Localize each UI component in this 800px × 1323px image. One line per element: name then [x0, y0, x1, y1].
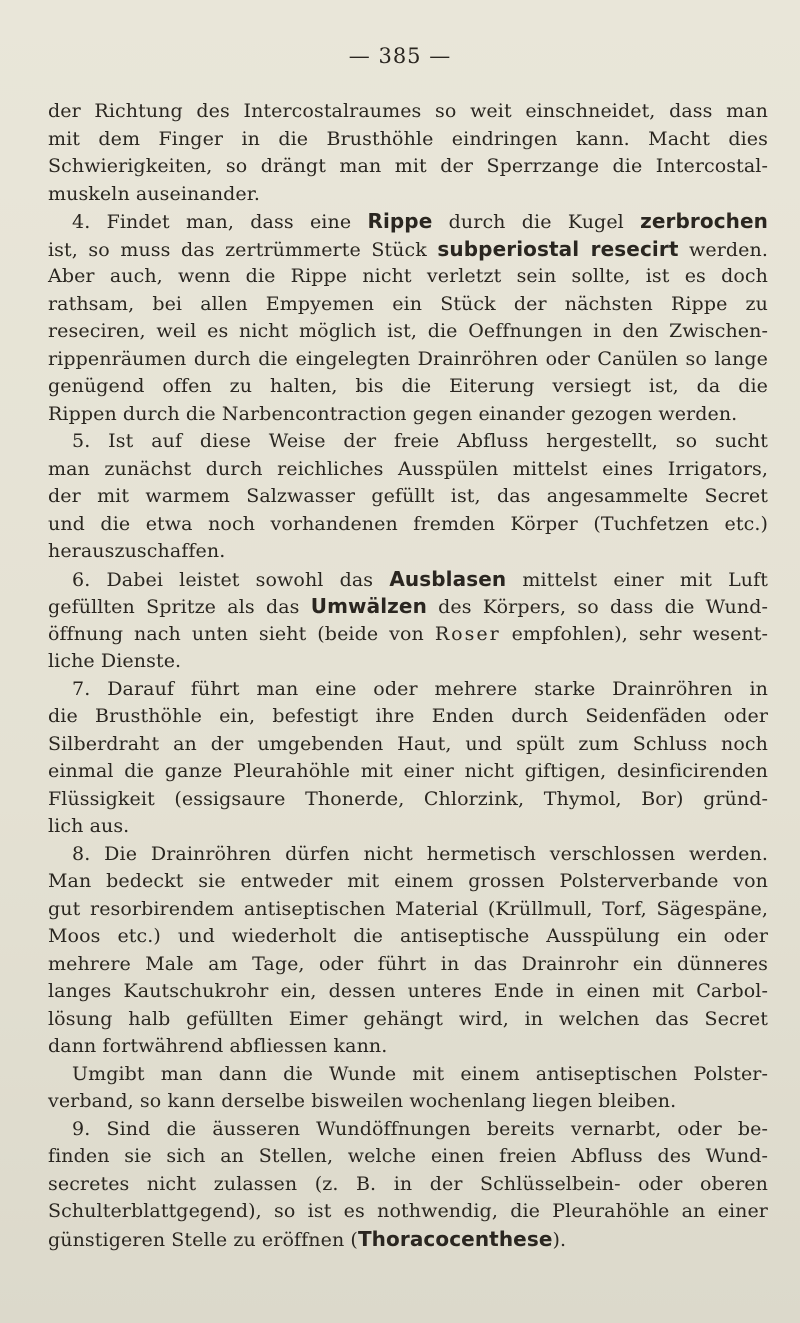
text-line: finden sie sich an Stellen, welche einen freien Abfluss des Wund- [48, 1145, 768, 1167]
text-line: 5. Ist auf diese Weise der freie Abfluss hergestellt, so sucht [72, 430, 768, 452]
text-line: gut resorbirendem antiseptischen Material (Krüllmull, Torf, Sägespäne, [48, 897, 768, 920]
text-line: mit dem Finger in die Brusthöhle eindringen kann. Macht dies [48, 127, 768, 150]
text-span: 4. Findet man, dass eine [72, 211, 368, 233]
text-line: 7. Darauf führt man eine oder mehrere starke Drainröhren in [72, 677, 768, 700]
text-span: günstigeren Stelle zu eröffnen ( [48, 1228, 358, 1251]
text-line: herauszuschaffen. [48, 540, 226, 562]
text-line: liche Dienste. [48, 650, 182, 672]
text-line: der mit warmem Salzwasser gefüllt ist, das angesammelte Secret [48, 485, 768, 507]
text-line: genügend offen zu halten, bis die Eiterung versiegt ist, da die [48, 375, 768, 397]
text-line: Silberdraht an der umgebenden Haut, und spült zum Schluss noch [48, 732, 768, 755]
text-line: Schwierigkeiten, so drängt man mit der Sperrzange die Intercostal- [48, 155, 768, 177]
text-line: verband, so kann derselbe bisweilen wochenlang liegen bleiben. [48, 1090, 677, 1112]
emphasized-term: Ausblasen [389, 566, 507, 591]
text-line: man zunächst durch reichliches Ausspülen mittelst eines Irrigators, [48, 457, 768, 480]
text-line: Moos etc.) und wiederholt die antiseptische Ausspülung ein oder [48, 925, 768, 947]
text-line: Aber auch, wenn die Rippe nicht verletzt sein sollte, ist es doch [48, 265, 768, 287]
text-line: dann fortwährend abfliessen kann. [48, 1035, 388, 1057]
text-span: ). [552, 1228, 567, 1251]
text-line: 8. Die Drainröhren dürfen nicht hermetisch verschlossen werden. [72, 842, 768, 865]
body-text [48, 98, 768, 1253]
text-span: öffnung nach unten sieht (beide von [48, 622, 435, 645]
text-line: Man bedeckt sie entweder mit einem grossen Polsterverbande von [48, 870, 768, 892]
text-line: 9. Sind die äusseren Wundöffnungen bereits vernarbt, oder be- [72, 1117, 768, 1140]
text-span: mittelst einer mit Luft [506, 568, 769, 591]
emphasized-term: Umwälzen [310, 594, 427, 618]
text-line: Umgibt man dann die Wunde mit einem antiseptischen Polster- [72, 1062, 768, 1085]
text-line: reseciren, weil es nicht möglich ist, die Oeffnungen in den Zwischen- [48, 320, 768, 342]
text-line: rippenräumen durch die eingelegten Drainröhren oder Canülen so lange [48, 347, 768, 370]
text-line: secretes nicht zulassen (z. B. in der Schlüsselbein- oder oberen [48, 1172, 768, 1195]
text-line: die Brusthöhle ein, befestigt ihre Enden durch Seidenfäden oder [48, 705, 768, 727]
text-span: 6. Dabei leistet sowohl das [72, 568, 390, 591]
emphasized-term: Thoracocenthese [357, 1226, 553, 1251]
text-line [48, 566, 768, 594]
text-line [48, 236, 768, 264]
text-span: durch die Kugel [432, 211, 641, 233]
emphasized-term: Rippe [367, 209, 433, 233]
emphasized-term: subperiostal resecirt [437, 236, 679, 261]
text-line [48, 593, 768, 621]
text-line [48, 1226, 768, 1254]
text-line: und die etwa noch vorhandenen fremden Körper (Tuchfetzen etc.) [48, 512, 768, 535]
text-line: rathsam, bei allen Empyemen ein Stück der nächsten Rippe zu [48, 292, 768, 315]
page-number: — 385 — [348, 44, 452, 68]
text-line: Flüssigkeit (essigsaure Thonerde, Chlorzink, Thymol, Bor) gründ- [48, 787, 768, 810]
author-name: Roser [434, 622, 501, 645]
text-line: Rippen durch die Narbencontraction gegen einander gezogen werden. [48, 402, 738, 425]
text-line: muskeln auseinander. [48, 182, 260, 205]
text-span: empfohlen), sehr wesent- [500, 622, 769, 645]
text-span: des Körpers, so dass die Wund- [426, 596, 768, 618]
text-line: mehrere Male am Tage, oder führt in das Drainrohr ein dünneres [48, 952, 768, 975]
text-line: der Richtung des Intercostalraumes so weit einschneidet, dass man [48, 100, 768, 122]
text-line: langes Kautschukrohr ein, dessen unteres Ende in einen mit Carbol- [48, 980, 768, 1002]
text-span: ist, so muss das zertrümmerte Stück [48, 238, 438, 261]
text-span: werden. [678, 238, 768, 261]
text-span: gefüllten Spritze als das [48, 596, 311, 618]
emphasized-term: zerbrochen [640, 209, 769, 233]
text-line: lich aus. [48, 815, 130, 837]
text-line [48, 621, 768, 649]
text-line [48, 208, 768, 236]
text-line: lösung halb gefüllten Eimer gehängt wird, in welchen das Secret [48, 1007, 768, 1030]
text-line: einmal die ganze Pleurahöhle mit einer nicht giftigen, desinficirenden [48, 760, 768, 782]
text-line: Schulterblattgegend), so ist es nothwendig, die Pleurahöhle an einer [48, 1200, 768, 1222]
